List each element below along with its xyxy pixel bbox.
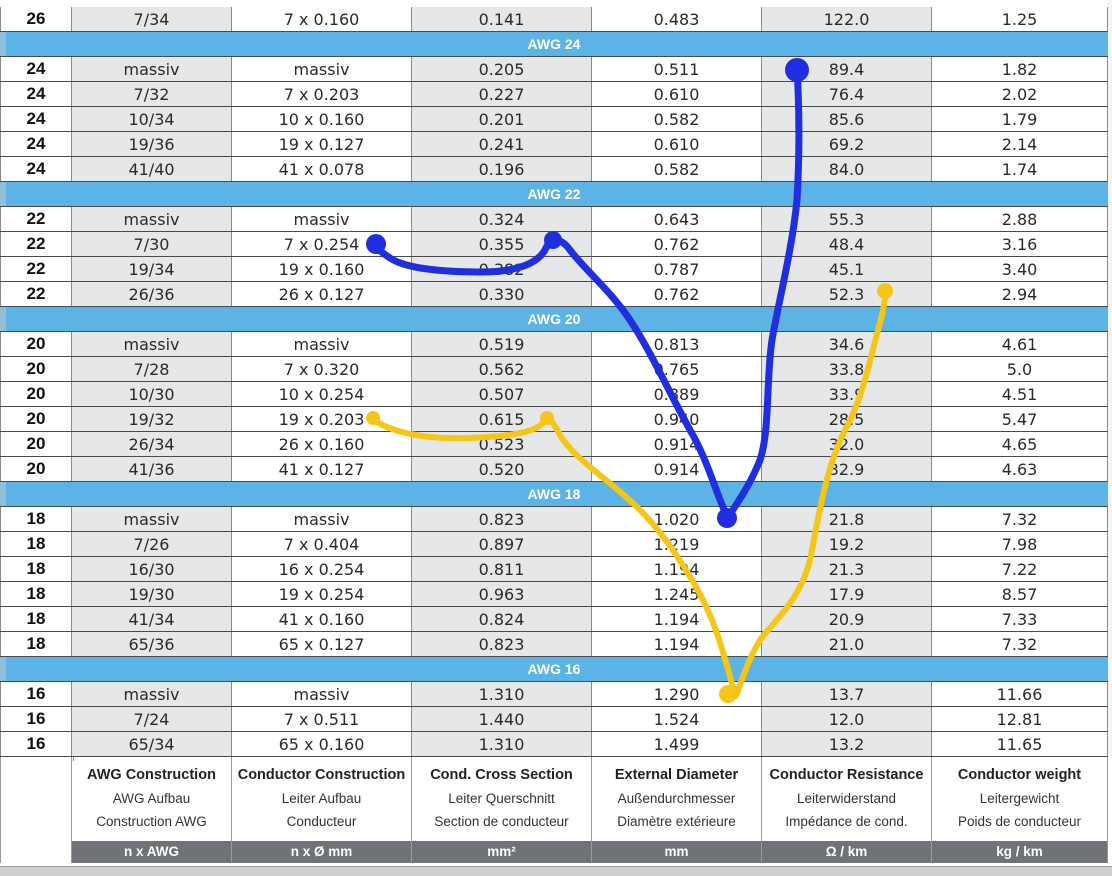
cell-diameter: 0.940 <box>592 407 762 431</box>
cell-awg: 18 <box>0 507 72 531</box>
cell-conductor: 19 x 0.160 <box>232 257 412 281</box>
cell-construction: 26/36 <box>72 282 232 306</box>
legend-unit: Ω / km <box>762 841 931 863</box>
cell-conductor: 7 x 0.254 <box>232 232 412 256</box>
cell-construction: 41/36 <box>72 457 232 481</box>
yellow-marker-dot-left <box>366 411 380 425</box>
legend-line-fr: Impédance de cond. <box>785 814 908 829</box>
cell-resistance: 34.6 <box>762 332 932 356</box>
cell-cross-section: 1.440 <box>412 707 592 731</box>
cell-diameter: 0.914 <box>592 457 762 481</box>
cell-conductor: massiv <box>232 57 412 81</box>
cell-weight: 3.16 <box>932 232 1108 256</box>
cell-awg: 20 <box>0 332 72 356</box>
cell-construction: 19/34 <box>72 257 232 281</box>
legend-heading: Conductor Resistance <box>769 767 924 783</box>
blue-marker-dot-left <box>366 234 386 254</box>
cell-diameter: 1.290 <box>592 682 762 706</box>
cell-conductor: 26 x 0.160 <box>232 432 412 456</box>
cell-weight: 7.32 <box>932 507 1108 531</box>
cell-awg: 22 <box>0 232 72 256</box>
cell-awg: 18 <box>0 557 72 581</box>
cell-resistance: 32.9 <box>762 457 932 481</box>
cell-construction: 7/34 <box>72 7 232 31</box>
cell-conductor: 10 x 0.254 <box>232 382 412 406</box>
cell-weight: 1.74 <box>932 157 1108 181</box>
cell-construction: 19/32 <box>72 407 232 431</box>
legend-unit: n x AWG <box>72 841 231 863</box>
cell-weight: 4.51 <box>932 382 1108 406</box>
cell-cross-section: 0.520 <box>412 457 592 481</box>
cell-construction: 7/30 <box>72 232 232 256</box>
cell-diameter: 0.813 <box>592 332 762 356</box>
cell-construction: 7/24 <box>72 707 232 731</box>
legend-line-fr: Diamètre extérieure <box>617 814 736 829</box>
cell-cross-section: 0.141 <box>412 7 592 31</box>
cell-cross-section: 0.205 <box>412 57 592 81</box>
legend-unit: n x Ø mm <box>232 841 411 863</box>
cell-resistance: 84.0 <box>762 157 932 181</box>
cell-weight: 7.22 <box>932 557 1108 581</box>
cell-diameter: 0.914 <box>592 432 762 456</box>
cell-conductor: 7 x 0.404 <box>232 532 412 556</box>
legend-heading: External Diameter <box>614 767 739 783</box>
cell-cross-section: 0.355 <box>412 232 592 256</box>
cell-awg: 24 <box>0 82 72 106</box>
cell-conductor: 16 x 0.254 <box>232 557 412 581</box>
cell-diameter: 1.524 <box>592 707 762 731</box>
cell-awg: 20 <box>0 407 72 431</box>
cell-awg: 16 <box>0 707 72 731</box>
cell-construction: massiv <box>72 682 232 706</box>
cell-resistance: 89.4 <box>762 57 932 81</box>
cell-resistance: 85.6 <box>762 107 932 131</box>
cell-weight: 7.32 <box>932 632 1108 656</box>
cell-conductor: 7 x 0.320 <box>232 357 412 381</box>
cell-construction: massiv <box>72 332 232 356</box>
cell-awg: 22 <box>0 282 72 306</box>
cell-cross-section: 0.523 <box>412 432 592 456</box>
cell-resistance: 52.3 <box>762 282 932 306</box>
cell-awg: 18 <box>0 632 72 656</box>
cell-conductor: 41 x 0.160 <box>232 607 412 631</box>
cell-awg: 22 <box>0 207 72 231</box>
cell-conductor: 19 x 0.254 <box>232 582 412 606</box>
legend-line-de: Leiter Aufbau <box>281 791 362 806</box>
cell-resistance: 33.8 <box>762 357 932 381</box>
legend-line-fr: Conducteur <box>286 814 357 829</box>
cell-construction: 10/34 <box>72 107 232 131</box>
cell-weight: 12.81 <box>932 707 1108 731</box>
cell-resistance: 17.9 <box>762 582 932 606</box>
cell-construction: massiv <box>72 57 232 81</box>
cell-weight: 5.47 <box>932 407 1108 431</box>
cell-conductor: 65 x 0.127 <box>232 632 412 656</box>
cell-cross-section: 0.562 <box>412 357 592 381</box>
cell-cross-section: 0.507 <box>412 382 592 406</box>
section-title: AWG 20 <box>527 311 581 327</box>
cell-resistance: 32.0 <box>762 432 932 456</box>
legend-line-de: AWG Aufbau <box>112 791 191 806</box>
legend-heading: Conductor weight <box>957 767 1082 783</box>
cell-diameter: 0.765 <box>592 357 762 381</box>
section-title: AWG 22 <box>527 186 581 202</box>
cell-construction: 19/30 <box>72 582 232 606</box>
cell-awg: 18 <box>0 532 72 556</box>
cell-resistance: 19.2 <box>762 532 932 556</box>
cell-weight: 4.63 <box>932 457 1108 481</box>
cell-resistance: 76.4 <box>762 82 932 106</box>
cell-weight: 11.66 <box>932 682 1108 706</box>
cell-diameter: 0.762 <box>592 232 762 256</box>
cell-diameter: 1.194 <box>592 632 762 656</box>
cell-diameter: 0.643 <box>592 207 762 231</box>
cell-awg: 24 <box>0 157 72 181</box>
cell-awg: 22 <box>0 257 72 281</box>
cell-awg: 24 <box>0 57 72 81</box>
cell-awg: 18 <box>0 607 72 631</box>
cell-diameter: 0.511 <box>592 57 762 81</box>
cell-construction: 65/36 <box>72 632 232 656</box>
cell-awg: 26 <box>0 7 72 31</box>
legend-line-de: Außendurchmesser <box>617 791 736 806</box>
cell-weight: 4.61 <box>932 332 1108 356</box>
cell-conductor: 7 x 0.160 <box>232 7 412 31</box>
cell-weight: 1.25 <box>932 7 1108 31</box>
legend-unit: kg / km <box>932 841 1107 863</box>
cell-resistance: 21.8 <box>762 507 932 531</box>
cell-weight: 5.0 <box>932 357 1108 381</box>
cell-awg: 20 <box>0 357 72 381</box>
cell-weight: 7.98 <box>932 532 1108 556</box>
cell-cross-section: 0.201 <box>412 107 592 131</box>
legend-unit: mm² <box>412 841 591 863</box>
cell-construction: massiv <box>72 207 232 231</box>
cell-resistance: 55.3 <box>762 207 932 231</box>
cell-weight: 2.88 <box>932 207 1108 231</box>
section-title: AWG 16 <box>527 661 581 677</box>
cell-construction: 10/30 <box>72 382 232 406</box>
cell-cross-section: 0.963 <box>412 582 592 606</box>
cell-diameter: 0.889 <box>592 382 762 406</box>
cell-weight: 7.33 <box>932 607 1108 631</box>
cell-resistance: 48.4 <box>762 232 932 256</box>
yellow-marker-dot-mid <box>540 411 554 425</box>
cell-construction: 41/40 <box>72 157 232 181</box>
cell-construction: 19/36 <box>72 132 232 156</box>
cell-diameter: 0.483 <box>592 7 762 31</box>
yellow-marker-dot-top <box>877 283 893 299</box>
cell-awg: 16 <box>0 732 72 756</box>
cell-resistance: 28.5 <box>762 407 932 431</box>
cell-construction: 65/34 <box>72 732 232 756</box>
cell-awg: 18 <box>0 582 72 606</box>
cell-weight: 4.65 <box>932 432 1108 456</box>
cell-cross-section: 1.310 <box>412 682 592 706</box>
blue-marker-dot-mid <box>544 231 562 249</box>
cell-resistance: 12.0 <box>762 707 932 731</box>
legend-line-de: Leiter Querschnitt <box>448 791 555 806</box>
cell-conductor: 7 x 0.203 <box>232 82 412 106</box>
cell-cross-section: 0.811 <box>412 557 592 581</box>
cell-conductor: 65 x 0.160 <box>232 732 412 756</box>
cell-weight: 1.82 <box>932 57 1108 81</box>
cell-conductor: 19 x 0.127 <box>232 132 412 156</box>
legend-line-fr: Construction AWG <box>96 814 207 829</box>
cell-cross-section: 0.823 <box>412 507 592 531</box>
legend-unit: mm <box>592 841 761 863</box>
cell-construction: 16/30 <box>72 557 232 581</box>
cell-weight: 1.79 <box>932 107 1108 131</box>
cell-weight: 2.14 <box>932 132 1108 156</box>
cell-cross-section: 0.324 <box>412 207 592 231</box>
cell-awg: 20 <box>0 382 72 406</box>
cell-diameter: 0.582 <box>592 157 762 181</box>
cell-cross-section: 1.310 <box>412 732 592 756</box>
cell-cross-section: 0.241 <box>412 132 592 156</box>
cell-diameter: 1.219 <box>592 532 762 556</box>
yellow-marker-dot-bottom <box>719 685 737 703</box>
cell-weight: 2.02 <box>932 82 1108 106</box>
cell-awg: 20 <box>0 457 72 481</box>
cell-diameter: 1.499 <box>592 732 762 756</box>
cell-construction: 41/34 <box>72 607 232 631</box>
cell-diameter: 1.245 <box>592 582 762 606</box>
legend-heading: Conductor Construction <box>237 767 406 783</box>
cell-conductor: 10 x 0.160 <box>232 107 412 131</box>
cell-diameter: 1.194 <box>592 557 762 581</box>
cell-cross-section: 0.519 <box>412 332 592 356</box>
cell-cross-section: 0.615 <box>412 407 592 431</box>
cell-conductor: massiv <box>232 682 412 706</box>
cell-resistance: 45.1 <box>762 257 932 281</box>
cell-diameter: 0.582 <box>592 107 762 131</box>
legend-line-de: Leiterwiderstand <box>796 791 897 806</box>
legend-heading: AWG Construction <box>87 767 216 783</box>
blue-marker-dot-bottom <box>717 508 737 528</box>
legend-line-fr: Poids de conducteur <box>957 814 1082 829</box>
section-title: AWG 18 <box>527 486 581 502</box>
section-title: AWG 24 <box>527 36 581 52</box>
cell-resistance: 13.7 <box>762 682 932 706</box>
cell-conductor: 7 x 0.511 <box>232 707 412 731</box>
cell-awg: 24 <box>0 132 72 156</box>
cell-conductor: 41 x 0.078 <box>232 157 412 181</box>
yellow-marker-stroke <box>372 290 885 696</box>
cell-conductor: 41 x 0.127 <box>232 457 412 481</box>
cell-diameter: 1.194 <box>592 607 762 631</box>
legend-line-fr: Section de conducteur <box>434 814 569 829</box>
cell-diameter: 0.610 <box>592 82 762 106</box>
cell-resistance: 21.0 <box>762 632 932 656</box>
cell-diameter: 1.020 <box>592 507 762 531</box>
cell-conductor: 26 x 0.127 <box>232 282 412 306</box>
cell-resistance: 122.0 <box>762 7 932 31</box>
cell-awg: 20 <box>0 432 72 456</box>
legend-heading: Cond. Cross Section <box>430 767 573 783</box>
cell-weight: 8.57 <box>932 582 1108 606</box>
cell-resistance: 13.2 <box>762 732 932 756</box>
cell-weight: 2.94 <box>932 282 1108 306</box>
legend-line-de: Leitergewicht <box>979 791 1060 806</box>
cell-awg: 16 <box>0 682 72 706</box>
cell-awg: 24 <box>0 107 72 131</box>
cell-resistance: 69.2 <box>762 132 932 156</box>
cell-conductor: 19 x 0.203 <box>232 407 412 431</box>
cell-cross-section: 0.227 <box>412 82 592 106</box>
cell-construction: massiv <box>72 507 232 531</box>
cell-cross-section: 0.897 <box>412 532 592 556</box>
cell-conductor: massiv <box>232 207 412 231</box>
cell-diameter: 0.610 <box>592 132 762 156</box>
cell-diameter: 0.762 <box>592 282 762 306</box>
cell-weight: 11.65 <box>932 732 1108 756</box>
cell-cross-section: 0.196 <box>412 157 592 181</box>
blue-marker-dot-top <box>785 58 809 82</box>
cell-resistance: 20.9 <box>762 607 932 631</box>
cell-construction: 7/26 <box>72 532 232 556</box>
cell-resistance: 33.9 <box>762 382 932 406</box>
cell-cross-section: 0.823 <box>412 632 592 656</box>
cell-cross-section: 0.382 <box>412 257 592 281</box>
cell-cross-section: 0.824 <box>412 607 592 631</box>
cell-weight: 3.40 <box>932 257 1108 281</box>
cell-diameter: 0.787 <box>592 257 762 281</box>
cell-construction: 7/32 <box>72 82 232 106</box>
blue-marker-stroke <box>374 70 799 518</box>
cell-cross-section: 0.330 <box>412 282 592 306</box>
cell-resistance: 21.3 <box>762 557 932 581</box>
cell-conductor: massiv <box>232 507 412 531</box>
cell-construction: 7/28 <box>72 357 232 381</box>
cell-construction: 26/34 <box>72 432 232 456</box>
cell-conductor: massiv <box>232 332 412 356</box>
